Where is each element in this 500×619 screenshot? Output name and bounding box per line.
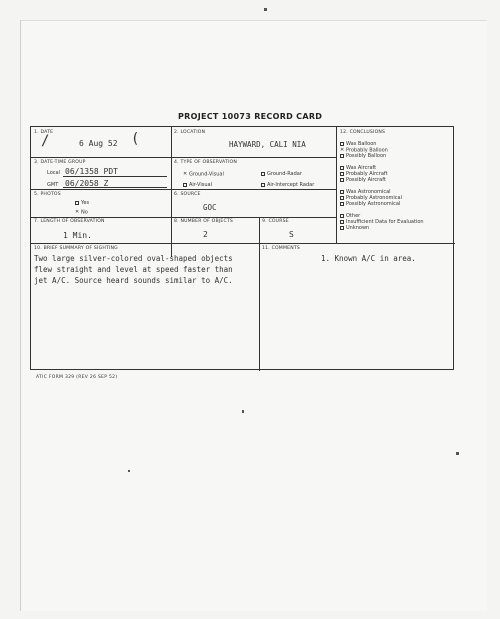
divider — [259, 243, 260, 371]
card-title: PROJECT 10073 RECORD CARD — [178, 112, 323, 121]
course-label: 9. COURSE — [262, 219, 289, 224]
checkbox-icon — [75, 201, 79, 205]
checked-mark-icon: ✕ — [75, 209, 80, 215]
summary-line: Two large silver-colored oval-shaped objects — [34, 254, 233, 263]
checkbox-icon — [261, 172, 265, 176]
conclusion-option: Insufficient Data for Evaluation — [340, 219, 424, 225]
date-value: 6 Aug 52 — [79, 139, 118, 148]
conclusion-option: Possibly Balloon — [340, 153, 386, 159]
num-objects-value: 2 — [203, 230, 208, 239]
type-obs-label: 4. TYPE OF OBSERVATION — [174, 160, 237, 165]
summary-line: flew straight and level at speed faster than — [34, 265, 233, 274]
conclusion-option: Probably Astronomical — [340, 195, 402, 201]
course-value: S — [289, 230, 294, 239]
checkbox-icon — [340, 154, 344, 158]
checkbox-icon — [340, 178, 344, 182]
scan-speck — [242, 410, 244, 413]
num-objects-label: 8. NUMBER OF OBJECTS — [174, 219, 233, 224]
checkbox-icon — [340, 220, 344, 224]
divider — [171, 127, 172, 257]
record-card — [30, 126, 454, 370]
air-visual-option: Air-Visual — [183, 182, 212, 188]
location-label: 2. LOCATION — [174, 130, 206, 135]
conclusion-option: ✕ Probably Balloon — [340, 147, 388, 154]
ground-visual-option: ✕ Ground-Visual — [183, 171, 224, 178]
photos-label: 5. PHOTOS — [34, 192, 61, 197]
checkbox-icon — [340, 142, 344, 146]
checked-mark-icon: ✕ — [183, 171, 188, 177]
checkbox-icon — [340, 172, 344, 176]
underline — [63, 187, 167, 188]
scan-speck — [456, 452, 459, 455]
checkbox-icon — [340, 166, 344, 170]
conclusions-label: 12. CONCLUSIONS — [340, 130, 386, 135]
summary-line: jet A/C. Source heard sounds similar to A/C. — [34, 276, 233, 285]
conclusion-option: Other — [340, 213, 360, 219]
divider — [31, 189, 336, 190]
summary-label: 10. BRIEF SUMMARY OF SIGHTING — [34, 246, 118, 251]
conclusion-option: Was Balloon — [340, 141, 376, 147]
conclusion-option: Possibly Astronomical — [340, 201, 400, 207]
checkbox-icon — [340, 202, 344, 206]
divider — [259, 217, 260, 243]
location-value: HAYWARD, CALI NIA — [229, 140, 306, 149]
date-label: 1. DATE — [34, 130, 54, 135]
scan-speck — [128, 470, 130, 472]
date-mark: ( — [131, 131, 140, 147]
source-value: GOC — [203, 203, 217, 212]
checkbox-icon — [340, 214, 344, 218]
local-label: Local — [47, 170, 60, 176]
length-value: 1 Min. — [63, 231, 92, 240]
comments-value: 1. Known A/C in area. — [321, 254, 416, 263]
divider — [336, 127, 337, 243]
conclusion-option: Probably Aircraft — [340, 171, 388, 177]
conclusion-option: Was Astronomical — [340, 189, 391, 195]
gmt-label: GMT — [47, 182, 59, 188]
checked-mark-icon: ✕ — [340, 147, 345, 153]
conclusion-option: Possibly Aircraft — [340, 177, 386, 183]
checkbox-icon — [340, 226, 344, 230]
comments-label: 11. COMMENTS — [262, 246, 300, 251]
checkbox-icon — [340, 190, 344, 194]
photos-no-option: ✕ No — [75, 209, 88, 216]
scan-speck — [264, 8, 267, 11]
checkbox-icon — [183, 183, 187, 187]
dtg-label: 3. DATE-TIME GROUP — [34, 160, 86, 165]
conclusion-option: Was Aircraft — [340, 165, 376, 171]
length-label: 7. LENGTH OF OBSERVATION — [34, 219, 105, 224]
local-value: 06/1358 PDT — [65, 167, 118, 176]
form-number: ATIC FORM 329 (REV 26 SEP 52) — [36, 375, 118, 380]
checkbox-icon — [261, 183, 265, 187]
air-intercept-option: Air-Intercept Radar — [261, 182, 314, 188]
date-mark: / — [41, 133, 50, 149]
divider — [31, 217, 336, 218]
underline — [63, 176, 167, 177]
source-label: 6. SOURCE — [174, 192, 201, 197]
conclusion-option: Unknown — [340, 225, 369, 231]
divider — [31, 157, 336, 158]
gmt-value: 06/2058 Z — [65, 179, 109, 188]
photos-yes-option: Yes — [75, 200, 89, 206]
divider — [31, 243, 455, 244]
ground-radar-option: Ground-Radar — [261, 171, 302, 177]
checkbox-icon — [340, 196, 344, 200]
